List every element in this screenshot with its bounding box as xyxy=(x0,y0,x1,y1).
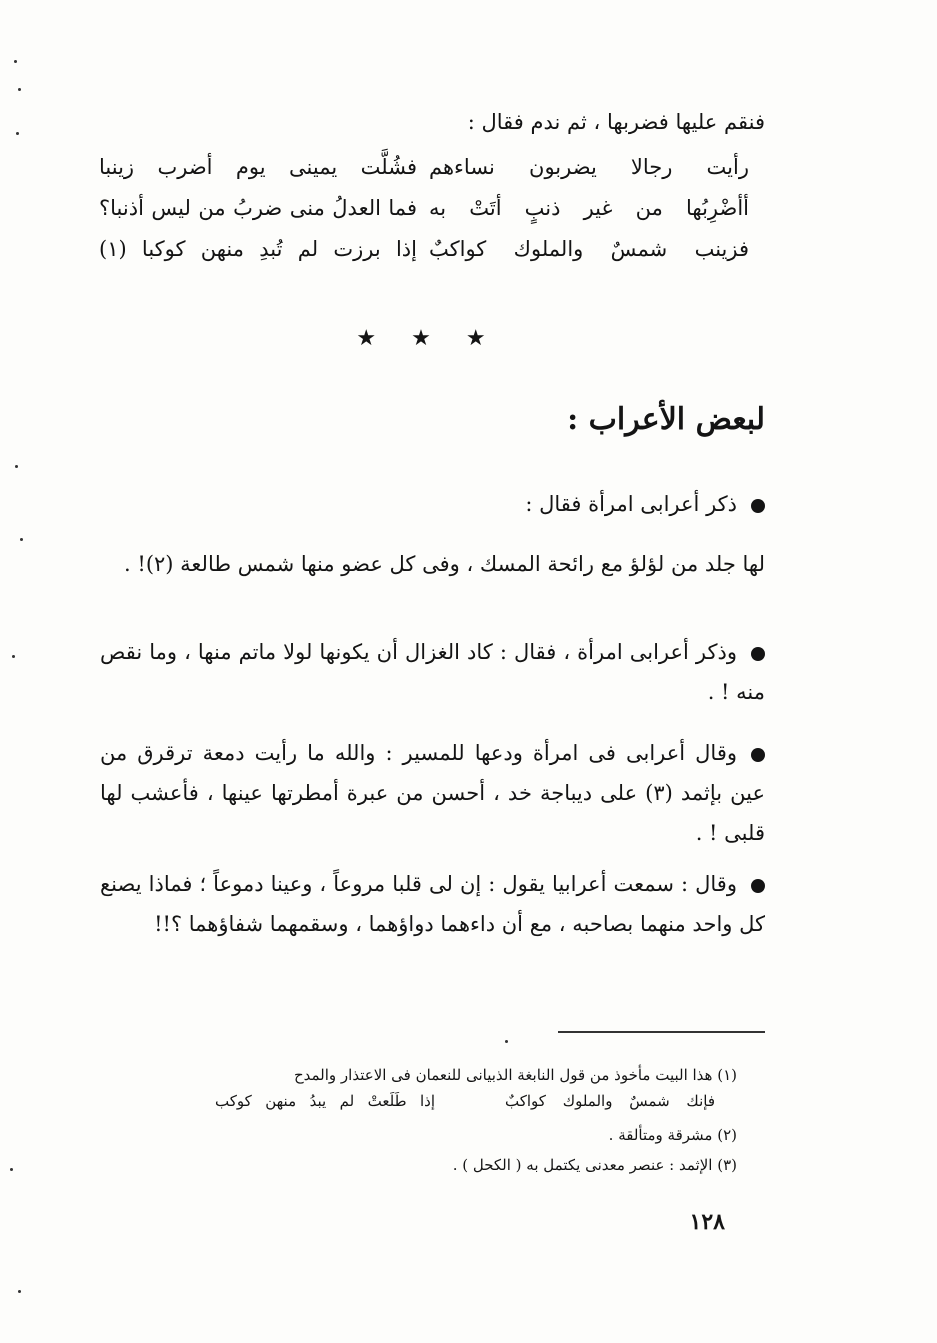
paragraph-text: وذكر أعرابى امرأة ، فقال : كاد الغزال أن يكونها لولا ماتم منها ، وما نقص منه ! . xyxy=(100,640,765,704)
verse-first-hemistich: أأضْرِبُها من غير ذنبٍ أتَتْ به xyxy=(429,196,749,220)
intro-line: فنقم عليها فضربها ، ثم ندم فقال : xyxy=(467,110,765,134)
paragraph-1-body: لها جلد من لؤلؤ مع رائحة المسك ، وفى كل عضو منها شمس طالعة (٢)! . xyxy=(124,552,765,576)
bullet-icon xyxy=(751,748,765,762)
scan-speck xyxy=(12,655,15,658)
scan-speck xyxy=(14,60,17,63)
bullet-icon xyxy=(751,499,765,513)
bullet-icon xyxy=(751,647,765,661)
verse-first-hemistich: فإنك شمسٌ والملوك كواكبٌ xyxy=(505,1092,715,1110)
paragraph-text: ذكر أعرابى امرأة فقال : xyxy=(525,492,737,516)
footnote-1: (١) هذا البيت مأخوذ من قول النابغة الذبيانى للنعمان فى الاعتذار والمدح xyxy=(293,1066,737,1084)
verse-first-hemistich: فزينب شمسٌ والملوك كواكبٌ xyxy=(429,237,749,261)
verse-second-hemistich: إذا برزت لم تُبدِ منهن كوكبا (١) xyxy=(99,237,417,261)
verse-second-hemistich: فما العدلُ منى ضربُ من ليس أذنبا؟ xyxy=(99,196,417,220)
paragraph-1-intro xyxy=(525,492,765,516)
paragraph-2 xyxy=(100,632,765,712)
scan-speck xyxy=(505,1040,508,1043)
footnote-divider xyxy=(558,1031,765,1033)
paragraph-3 xyxy=(100,733,765,853)
verse-first-hemistich: رأيت رجالا يضربون نساءهم xyxy=(429,155,749,179)
page-number: ١٢٨ xyxy=(689,1209,725,1235)
section-title: لبعض الأعراب : xyxy=(567,402,765,437)
footnote-3: (٣) الإثمد : عنصر معدنى يكتمل به ( الكحل ) . xyxy=(452,1156,737,1174)
scan-speck xyxy=(18,88,21,91)
poem-verse xyxy=(99,196,749,236)
poem-verse xyxy=(99,237,749,277)
scan-speck xyxy=(20,538,23,541)
paragraph-text: وقال أعرابى فى امرأة ودعها للمسير : والله ما رأيت دمعة ترقرق من عين بإثمد (٣) على ديباجة خد ، أحسن من عبرة أمطرتها عينها ، فأعشب لها قلبى ! . xyxy=(100,741,765,845)
section-separator: ★ ★ ★ xyxy=(356,326,500,351)
verse-second-hemistich: فشُلَّت يمينى يوم أضرب زينبا xyxy=(99,155,417,179)
scan-speck xyxy=(18,1290,21,1293)
scan-speck xyxy=(15,465,18,468)
paragraph-4 xyxy=(100,864,765,944)
verse-second-hemistich: إذا طَلَعتْ لم يبدُ منهن كوكب xyxy=(215,1092,435,1110)
scan-speck xyxy=(10,1168,13,1171)
bullet-icon xyxy=(751,879,765,893)
poem-verse xyxy=(99,155,749,195)
paragraph-text: وقال : سمعت أعرابيا يقول : إن لى قلبا مروعاً ، وعينا دموعاً ؛ فماذا يصنع كل واحد منهما بصاحبه ، مع أن داءهما دواؤهما ، وسقمهما شفاؤهما ؟!! xyxy=(100,872,765,936)
scan-speck xyxy=(16,132,19,135)
footnote-2: (٢) مشرقة ومتألقة . xyxy=(608,1126,737,1144)
